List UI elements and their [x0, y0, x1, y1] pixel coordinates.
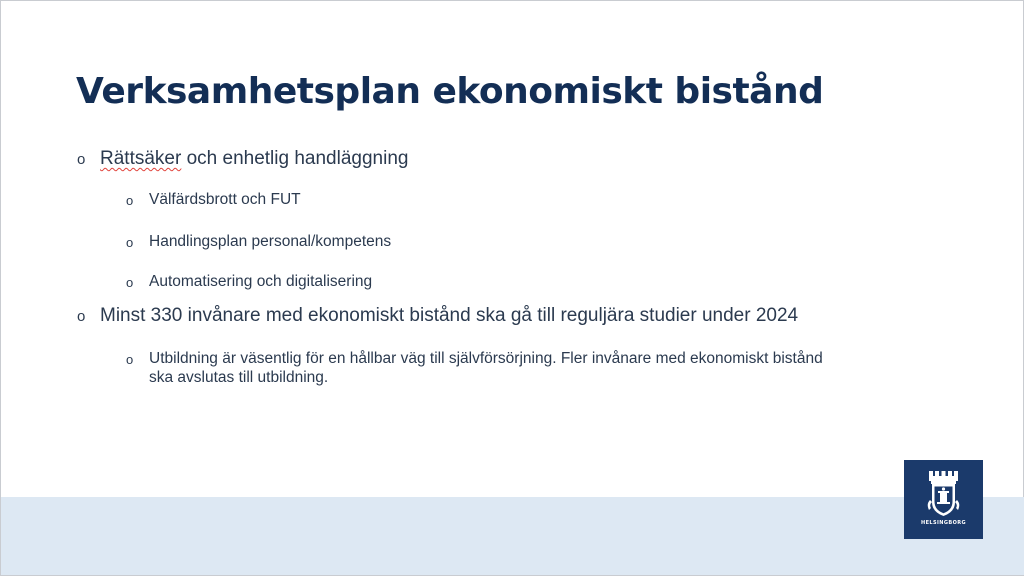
helsingborg-logo: [904, 460, 983, 539]
spellcheck-word: Rättsäker: [100, 148, 182, 169]
bullet-marker: o: [126, 275, 134, 290]
slide-title: Verksamhetsplan ekonomiskt bistånd: [76, 71, 824, 112]
footer-band: [1, 497, 1024, 575]
sub-bullet-item: [126, 232, 826, 252]
bullet-item: [77, 148, 777, 172]
sub-bullet-item: [126, 272, 826, 292]
bullet-marker: o: [126, 193, 134, 208]
bullet-marker: o: [77, 308, 86, 325]
sub-bullet-item: [126, 190, 826, 210]
bullet-text: Minst 330 invånare med ekonomiskt bistånd ska gå till reguljära studier under 2024: [100, 305, 799, 326]
bullet-text-rest: och enhetlig handläggning: [181, 148, 409, 169]
bullet-marker: o: [126, 352, 134, 367]
sub-bullet-text: Utbildning är väsentlig för en hållbar väg till självförsörjning. Fler invånare med ekonomiskt bistånd ska avslutas till utbildning.: [149, 350, 823, 386]
bullet-text: [100, 148, 408, 170]
bullet-marker: o: [126, 235, 134, 250]
sub-bullet-text: Handlingsplan personal/kompetens: [149, 233, 392, 250]
bullet-marker: o: [77, 151, 86, 168]
sub-bullet-item: [126, 349, 846, 389]
sub-bullet-text: Automatisering och digitalisering: [149, 273, 373, 290]
bullet-item: [77, 305, 837, 329]
sub-bullet-text: Välfärdsbrott och FUT: [149, 191, 301, 208]
helsingborg-castle-crest-icon: [904, 460, 983, 539]
logo-text: HELSINGBORG: [921, 520, 966, 526]
